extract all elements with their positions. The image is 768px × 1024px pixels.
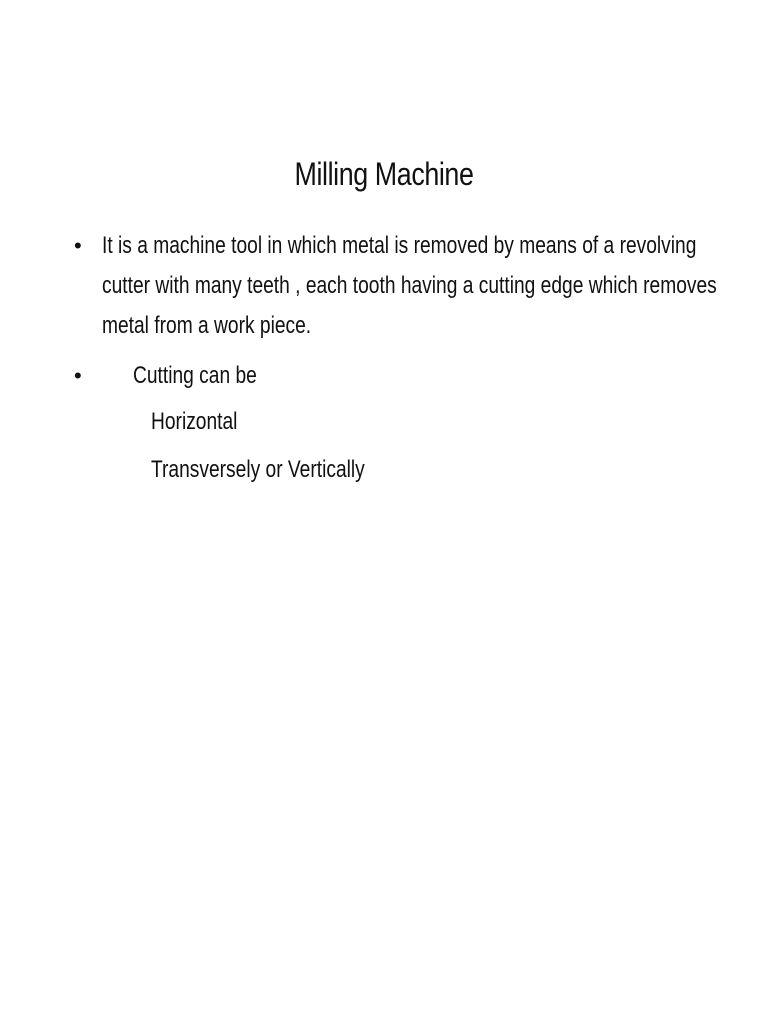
- bullet-marker: •: [74, 363, 82, 388]
- bullet-line: cutter with many teeth , each tooth having a cutting edge which removes: [102, 272, 717, 299]
- bullet-line: It is a machine tool in which metal is removed by means of a revolving: [102, 232, 697, 259]
- bullet-line: metal from a work piece.: [102, 312, 312, 339]
- bullet-marker: •: [74, 233, 82, 258]
- slide-title: Milling Machine: [294, 156, 474, 192]
- bullet-text: Cutting can be: [133, 362, 257, 389]
- sub-item: Horizontal: [151, 408, 238, 435]
- sub-item: Transversely or Vertically: [151, 456, 365, 483]
